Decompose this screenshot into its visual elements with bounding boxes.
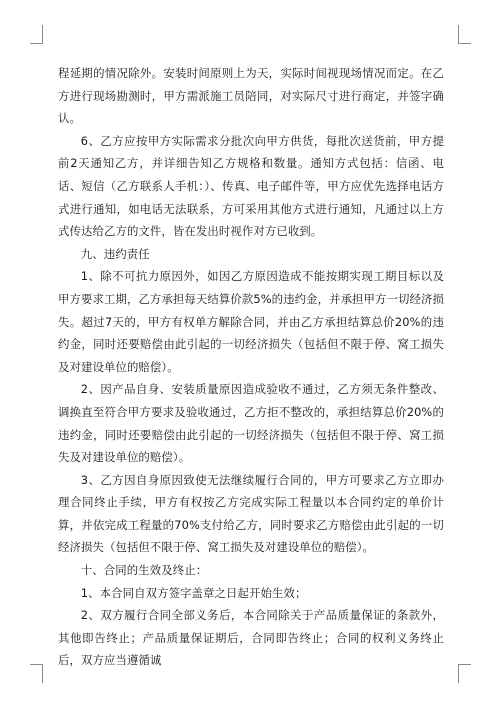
paragraph-breach-2: 2、因产品自身、安装质量原因造成验收不通过，乙方须无条件整改、调换直至符合甲方要求及验收通过，乙方拒不整改的，承担结算总价20%的违约金，同时还要赔偿由此引起的一切经济损失（包括但不限于停、窝工损失及对建设单位的赔偿）。 (58, 382, 444, 465)
section-heading-breach-liability: 九、违约责任 (80, 246, 150, 261)
paragraph-breach-1: 1、除不可抗力原因外，如因乙方原因造成不能按期实现工期目标以及甲方要求工期，乙方承担每天结算价款5%的违约金，并承担甲方一切经济损失。超过7天的，甲方有权单方解除合同，并由乙方承担结算总价20%的违约金，同时还要赔偿由此引起的一切经济损失（包括但不限于停、窝工损失及对建设单位的赔偿）。 (58, 269, 444, 374)
paragraph-continuation: 程延期的情况除外。安装时间原则上为天，实际时间视现场情况而定。在乙方进行现场勘测时，甲方需派施工员陪同，对实际尺寸进行商定，并签字确认。 (58, 66, 444, 126)
section-heading-effect-termination: 十、合同的生效及终止： (80, 563, 208, 578)
paragraph-effect-2: 2、双方履行合同全部义务后，本合同除关于产品质量保证的条款外，其他即告终止；产品质量保证期后，合同即告终止；合同的权利义务终止后，双方应当遵循诚 (58, 608, 444, 668)
paragraph-effect-1: 1、本合同自双方签字盖章之日起开始生效； (80, 585, 307, 600)
crop-mark-bottom-right (458, 664, 471, 683)
paragraph-breach-3: 3、乙方因自身原因致使无法继续履行合同的，甲方可要求乙方立即办理合同终止手续，甲方有权按乙方完成实际工程量以本合同约定的单价计算，并依完成工程量的70%支付给乙方，同时要求乙方赔偿由此引起的一切经济损失（包括但不限于停、窝工损失及对建设单位的赔偿）。 (58, 472, 444, 555)
document-body (58, 62, 444, 672)
paragraph-clause-6: 6、乙方应按甲方实际需求分批次向甲方供货，每批次送货前，甲方提前2天通知乙方，并详细告知乙方规格和数量。通知方式包括：信函、电话、短信（乙方联系人手机：）、传真、电子邮件等，甲方应优先选择电话方式进行通知，如电话无法联系，方可采用其他方式进行通知，凡通过以上方式传达给乙方的文件，皆在发出时视作对方已收到。 (58, 133, 444, 239)
crop-mark-bottom-left (30, 664, 43, 683)
crop-mark-top-right (458, 25, 471, 44)
crop-mark-top-left (30, 25, 43, 44)
